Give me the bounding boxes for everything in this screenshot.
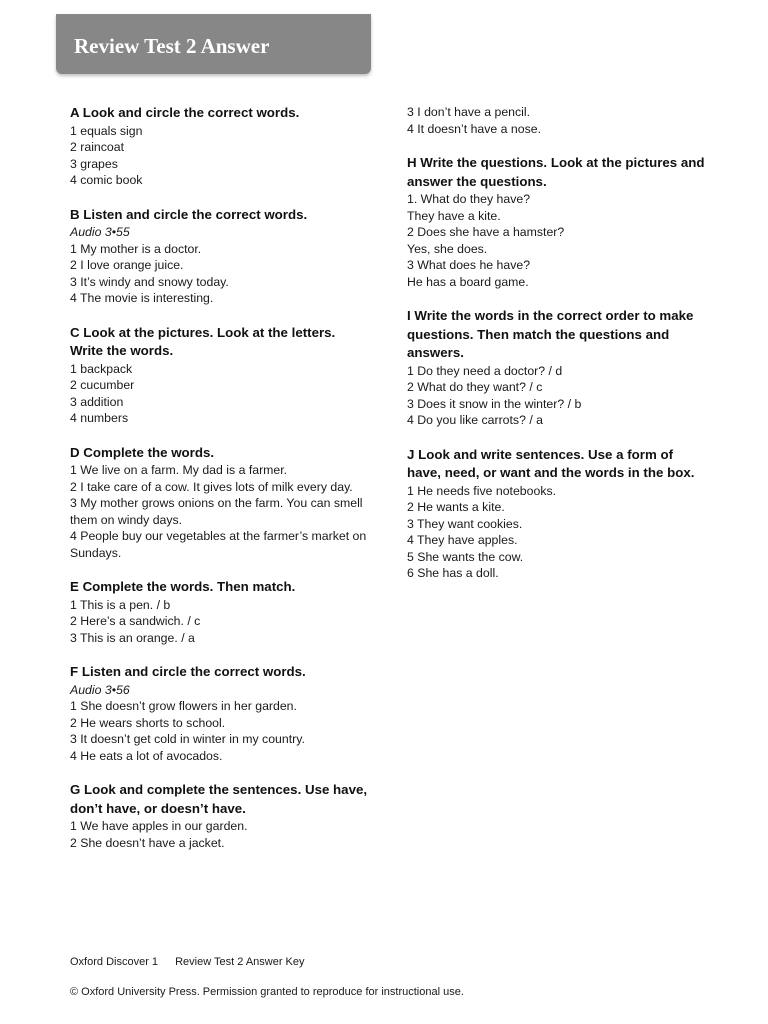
answer-line: 4 He eats a lot of avocados.: [70, 748, 223, 763]
answer-section: [70, 578, 370, 646]
answer-section: [70, 206, 370, 307]
answer-line: 2 Does she have a hamster?: [407, 225, 565, 239]
answer-section: [407, 154, 707, 290]
footer-book-info: [70, 956, 305, 968]
answer-line: 3 Does it snow in the winter? / b: [407, 396, 582, 411]
answer-line: 4 It doesn’t have a nose.: [407, 121, 541, 136]
answer-line: 3 addition: [70, 394, 124, 409]
answer-section: [70, 781, 370, 851]
section-heading: C Look at the pictures. Look at the letters. Write the words.: [70, 324, 336, 358]
answer-section: [407, 104, 707, 137]
section-heading: B Listen and circle the correct words.: [70, 206, 308, 222]
answer-line: 5 She wants the cow.: [407, 549, 524, 564]
section-heading: H Write the questions. Look at the pictures and answer the questions.: [407, 155, 705, 189]
page-title: Review Test 2 Answer: [74, 34, 270, 58]
footer-doc-title: Review Test 2 Answer Key: [175, 956, 305, 968]
answer-line: 3 I don’t have a pencil.: [407, 105, 531, 119]
answer-line: 2 cucumber: [70, 378, 135, 392]
section-heading: J Look and write sentences. Use a form of have, need, or want and the words in the box.: [407, 446, 695, 480]
answer-line: 1 He needs five notebooks.: [407, 483, 557, 498]
audio-reference: Audio 3•56: [70, 682, 130, 697]
answer-line: 3 grapes: [70, 156, 118, 171]
answer-line: 4 The movie is interesting.: [70, 291, 214, 305]
answer-line: 4 They have apples.: [407, 533, 518, 547]
answer-line: 3 It doesn’t get cold in winter in my country.: [70, 732, 305, 746]
left-column: [70, 104, 370, 868]
section-heading: A Look and circle the correct words.: [70, 105, 300, 120]
answer-line: Yes, she does.: [407, 241, 488, 256]
answer-line: 3 My mother grows onions on the farm. You can smell them on windy days.: [70, 496, 363, 527]
answer-section: [407, 446, 707, 582]
answer-line: 2 He wants a kite.: [407, 500, 505, 514]
answer-line: 1 My mother is a doctor.: [70, 241, 202, 256]
answer-line: He has a board game.: [407, 274, 529, 289]
answer-line: 1 backpack: [70, 361, 133, 376]
answer-line: 1 equals sign: [70, 123, 143, 138]
answer-section: [70, 663, 370, 764]
footer-book-title: Oxford Discover 1: [70, 956, 159, 968]
answer-line: 2 I love orange juice.: [70, 258, 184, 272]
answer-line: 2 I take care of a cow. It gives lots of milk every day.: [70, 479, 353, 494]
section-heading: F Listen and circle the correct words.: [70, 664, 306, 679]
answer-line: 2 What do they want? / c: [407, 380, 543, 394]
answer-section: [70, 104, 370, 189]
answer-line: 1 This is a pen. / b: [70, 597, 171, 612]
answer-line: 2 Here’s a sandwich. / c: [70, 614, 201, 628]
answer-line: 3 What does he have?: [407, 258, 531, 272]
section-heading: I Write the words in the correct order to make questions. Then match the questions and answers.: [407, 308, 694, 360]
footer-copyright: © Oxford University Press. Permission granted to reproduce for instructional use.: [70, 986, 464, 998]
answer-line: 1 She doesn’t grow flowers in her garden.: [70, 699, 297, 713]
answer-line: 4 People buy our vegetables at the farmer’s market on Sundays.: [70, 529, 367, 560]
section-heading: D Complete the words.: [70, 444, 215, 460]
answer-line: 1 We live on a farm. My dad is a farmer.: [70, 463, 288, 477]
right-column: [407, 104, 707, 599]
answer-line: 1 We have apples in our garden.: [70, 819, 248, 833]
answer-section: [70, 324, 370, 427]
answer-line: 2 raincoat: [70, 140, 125, 154]
answer-line: 1. What do they have?: [407, 192, 531, 206]
answer-line: 3 They want cookies.: [407, 516, 523, 531]
answer-line: 2 She doesn’t have a jacket.: [70, 835, 225, 850]
answer-line: 4 Do you like carrots? / a: [407, 413, 544, 427]
answer-line: They have a kite.: [407, 208, 501, 223]
section-heading: G Look and complete the sentences. Use have, don’t have, or doesn’t have.: [70, 782, 368, 816]
answer-line: 1 Do they need a doctor? / d: [407, 363, 563, 378]
answer-line: 4 numbers: [70, 411, 129, 425]
answer-line: 2 He wears shorts to school.: [70, 715, 226, 730]
answer-line: 3 It’s windy and snowy today.: [70, 274, 229, 289]
answer-line: 3 This is an orange. / a: [70, 630, 195, 645]
audio-reference: Audio 3•55: [70, 225, 130, 239]
answer-line: 4 comic book: [70, 173, 143, 187]
title-banner: [56, 14, 371, 74]
answer-line: 6 She has a doll.: [407, 566, 499, 580]
answer-section: [407, 307, 707, 429]
section-heading: E Complete the words. Then match.: [70, 579, 296, 594]
answer-section: [70, 444, 370, 562]
